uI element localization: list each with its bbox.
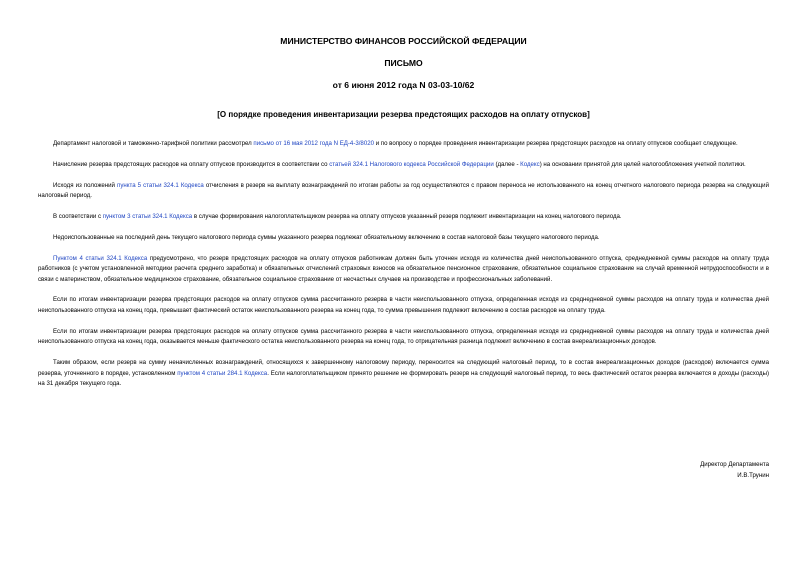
paragraph-2: Начисление резерва предстоящих расходов на оплату отпусков производится в соответствии со статьей 324.1 Налогового кодекса Российской Федерации (далее - Кодекс) на основании принятой для целей налогообложения учетной политики. bbox=[53, 160, 746, 168]
document-subject: [О порядке проведения инвентаризации резерва предстоящих расходов на оплату отпусков] bbox=[217, 110, 590, 119]
paragraph-1: Департамент налоговой и таможенно-тарифной политики рассмотрел письмо от 16 мая 2012 года N ЕД-4-3/8020 и по вопросу о порядке проведения инвентаризации резерва предстоящих расходов на оплату отпусков сообщает следующее. bbox=[53, 140, 738, 147]
ministry-title: МИНИСТЕРСТВО ФИНАНСОВ РОССИЙСКОЙ ФЕДЕРАЦИИ bbox=[280, 36, 527, 46]
document-date-number: от 6 июня 2012 года N 03-03-10/62 bbox=[332, 80, 475, 90]
letter-body bbox=[38, 139, 769, 400]
link-letter-ed-4-3-8020[interactable]: письмо от 16 мая 2012 года N ЕД-4-3/8020 bbox=[253, 140, 374, 147]
paragraph-8: Если по итогам инвентаризации резерва предстоящих расходов на оплату отпусков сумма рассчитанного резерва в части неиспользованного отпуска, определенная исходя из среднедневной суммы расходов на оплату труда и количества дней неиспользованного отпуска на конец года, оказывается меньше фактического остатка неиспользованного резерва на конец года, то отрицательная разница подлежит включению в состав внереализационных доходов. bbox=[38, 327, 769, 346]
document-type: ПИСЬМО bbox=[384, 58, 423, 68]
link-clause-4-article-324-1[interactable]: Пунктом 4 статьи 324.1 Кодекса bbox=[53, 254, 148, 262]
link-tax-code[interactable]: Кодекс bbox=[520, 160, 540, 168]
link-clause-5-article-324-1[interactable]: пункта 5 статьи 324.1 Кодекса bbox=[117, 181, 204, 189]
paragraph-6: Пунктом 4 статьи 324.1 Кодекса предусмотрено, что резерв предстоящих расходов на оплату отпусков работникам должен быть уточнен исходя из количества дней неиспользованного отпуска, среднедневной суммы расходов на оплату труда работников (с учетом установленной методики расчета среднего заработка) и обязательных отчислений страховых взносов на обязательное пенсионное страхование, обязательное социальное страхование на случай временной нетрудоспособности и в связи с материнством, обязательное медицинское страхование, обязательное социальное страхование от несчастных случаев на производстве и профессиональных заболеваний. bbox=[38, 254, 769, 283]
signature-position: Директор Департамента bbox=[700, 461, 769, 468]
paragraph-9: Таким образом, если резерв на сумму неначисленных вознаграждений, относящихся к завершенному налоговому периоду, переносится на следующий налоговый период, то в состав внереализационных доходов (расходов) включается сумма резерва, уточненного в порядке, установленном пунктом 4 статьи 284.1 Кодекса. Если налогоплательщиком принято решение не формировать резерв на следующий налоговый период, то весь фактический остаток резерва включается в доходы (расходы) на 31 декабря текущего года. bbox=[38, 359, 769, 388]
link-clause-3-article-324-1[interactable]: пунктом 3 статьи 324.1 Кодекса bbox=[102, 212, 193, 220]
paragraph-7: Если по итогам инвентаризации резерва предстоящих расходов на оплату отпусков сумма рассчитанного резерва в части неиспользованного отпуска, определенная исходя из среднедневной суммы расходов на оплату труда и количества дней неиспользованного отпуска на конец года, превышает фактический остаток неиспользованного резерва на конец года, то сумма превышения подлежит включению в состав расходов на оплату труда. bbox=[38, 296, 769, 315]
paragraph-4: В соответствии с пунктом 3 статьи 324.1 Кодекса в случае формирования налогоплательщиком резерва на оплату отпусков указанный резерв подлежит инвентаризации на конец налогового периода. bbox=[53, 212, 622, 220]
link-clause-4-article-284-1[interactable]: пунктом 4 статьи 284.1 Кодекса bbox=[177, 369, 268, 377]
paragraph-5: Недоиспользованные на последний день текущего налогового периода суммы указанного резерва подлежат обязательному включению в состав налоговой базы текущего налогового периода. bbox=[53, 233, 600, 241]
link-article-324-1-tax-code[interactable]: статьей 324.1 Налогового кодекса Российской Федерации bbox=[329, 160, 494, 168]
paragraph-3: Исходя из положений пункта 5 статьи 324.1 Кодекса отчисления в резерв на выплату вознаграждений по итогам работы за год осуществляются с правом переноса не использованного на конец отчетного налогового периода резерва на следующий налоговый период. bbox=[38, 181, 769, 200]
signature-name: И.В.Трунин bbox=[737, 472, 769, 479]
